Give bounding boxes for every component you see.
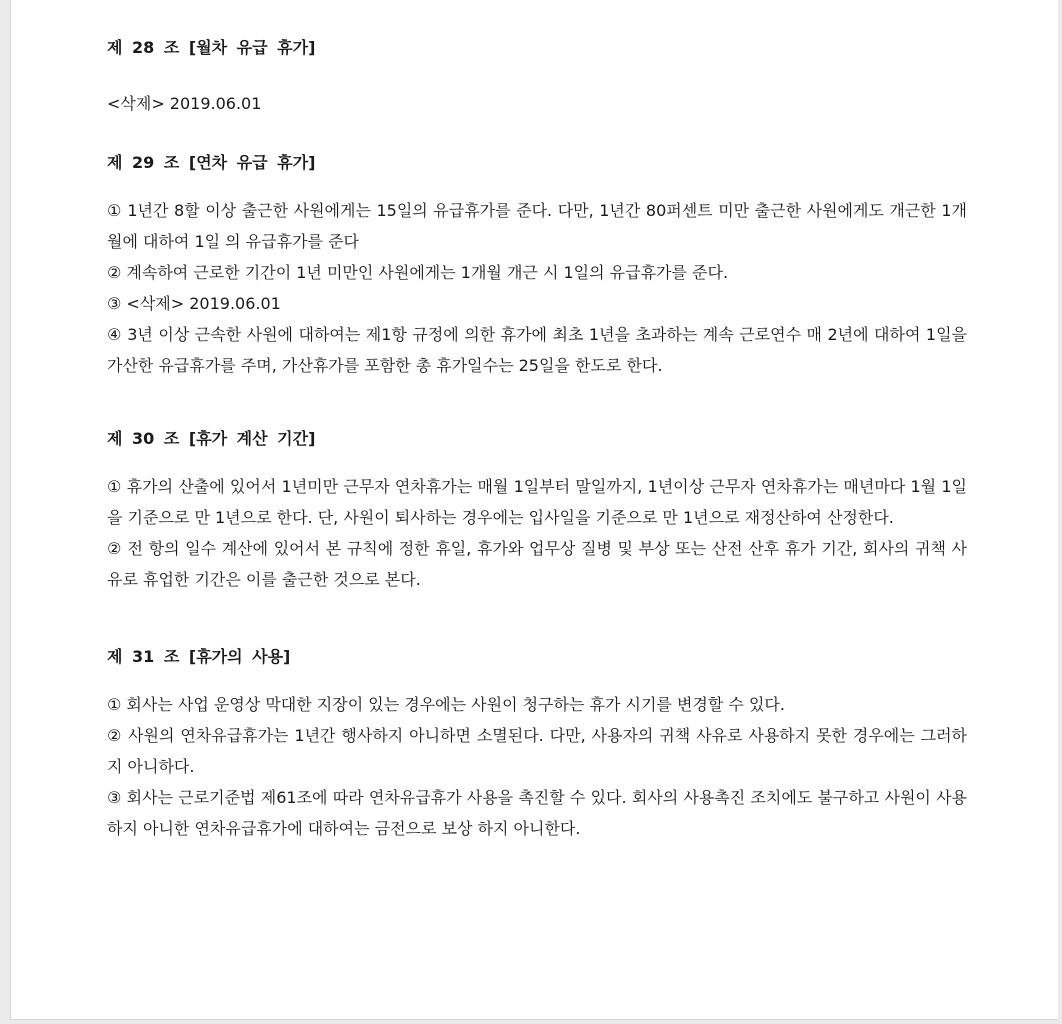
article-28-title: 제 28 조 [월차 유급 휴가] — [107, 38, 316, 57]
article-31-paragraph-3: ③ 회사는 근로기준법 제61조에 따라 연차유급휴가 사용을 촉진할 수 있다. 회사의 사용촉진 조치에도 불구하고 사원이 사용하지 아니한 연차유급휴가에 대하여는 금전으로 보상 하지 아니한다. — [107, 788, 967, 838]
document-page — [10, 0, 1058, 1020]
article-29 — [107, 151, 967, 381]
article-30-paragraph-2: ② 전 항의 일수 계산에 있어서 본 규칙에 정한 휴일, 휴가와 업무상 질병 및 부상 또는 산전 산후 휴가 기간, 회사의 귀책 사유로 휴업한 기간은 이를 출근한 것으로 본다. — [107, 539, 967, 589]
article-29-title: 제 29 조 [연차 유급 휴가] — [107, 153, 316, 172]
article-31-paragraph-2: ② 사원의 연차유급휴가는 1년간 행사하지 아니하면 소멸된다. 다만, 사용자의 귀책 사유로 사용하지 못한 경우에는 그러하지 아니하다. — [107, 726, 967, 776]
article-29-paragraph-2: ② 계속하여 근로한 기간이 1년 미만인 사원에게는 1개월 개근 시 1일의 유급휴가를 준다. — [107, 263, 729, 282]
article-28-deleted-note: <삭제> 2019.06.01 — [107, 94, 262, 113]
article-29-paragraph-1: ① 1년간 8할 이상 출근한 사원에게는 15일의 유급휴가를 준다. 다만, 1년간 80퍼센트 미만 출근한 사원에게도 개근한 1개월에 대하여 1일 의 유급휴가를 준다 — [107, 201, 967, 251]
document-content — [107, 36, 967, 844]
article-31-paragraph-1: ① 회사는 사업 운영상 막대한 지장이 있는 경우에는 사원이 청구하는 휴가 시기를 변경할 수 있다. — [107, 695, 785, 714]
article-29-paragraph-3: ③ <삭제> 2019.06.01 — [107, 294, 281, 313]
article-31 — [107, 645, 967, 844]
article-28 — [107, 36, 967, 119]
article-31-title: 제 31 조 [휴가의 사용] — [107, 647, 291, 666]
article-30 — [107, 427, 967, 595]
article-30-paragraph-1: ① 휴가의 산출에 있어서 1년미만 근무자 연차휴가는 매월 1일부터 말일까지, 1년이상 근무자 연차휴가는 매년마다 1월 1일을 기준으로 만 1년으로 한다. 단, 사원이 퇴사하는 경우에는 입사일을 기준으로 만 1년으로 재정산하여 산정한다. — [107, 477, 967, 527]
article-29-paragraph-4: ④ 3년 이상 근속한 사원에 대하여는 제1항 규정에 의한 휴가에 최초 1년을 초과하는 계속 근로연수 매 2년에 대하여 1일을 가산한 유급휴가를 주며, 가산휴가를 포함한 총 휴가일수는 25일을 한도로 한다. — [107, 325, 967, 375]
article-30-title: 제 30 조 [휴가 계산 기간] — [107, 429, 316, 448]
